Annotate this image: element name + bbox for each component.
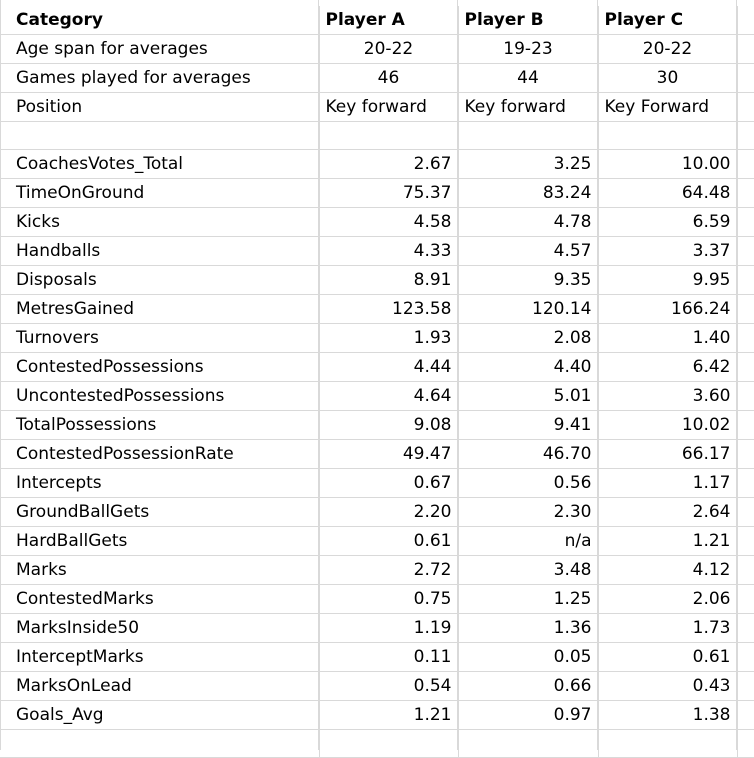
cell-row-label[interactable]: HardBallGets <box>0 527 319 556</box>
header-row <box>0 6 754 35</box>
cell-empty[interactable] <box>737 614 754 643</box>
stat-row <box>0 382 754 411</box>
empty-row <box>0 730 754 758</box>
cell-player-a-value[interactable]: 0.54 <box>319 672 458 701</box>
cell-empty[interactable] <box>319 730 458 758</box>
cell-player-b-value[interactable]: 19-23 <box>458 35 598 64</box>
cell-row-label[interactable]: Handballs <box>0 237 319 266</box>
cell-player-c-value[interactable]: 1.38 <box>598 701 737 730</box>
cell-player-c-value[interactable]: 4.12 <box>598 556 737 585</box>
cell-player-b-value[interactable]: 3.48 <box>458 556 598 585</box>
cell-empty[interactable] <box>737 237 754 266</box>
cell-player-c-value[interactable]: 1.17 <box>598 469 737 498</box>
stat-row <box>0 411 754 440</box>
cell-player-c-value[interactable]: 2.06 <box>598 585 737 614</box>
cell-player-b-value[interactable]: 4.40 <box>458 353 598 382</box>
cell-empty[interactable] <box>0 122 319 150</box>
cell-empty[interactable] <box>319 122 458 150</box>
cell-player-c-value[interactable]: 66.17 <box>598 440 737 469</box>
cell-player-c-header[interactable]: Player C <box>598 6 737 35</box>
meta-row <box>0 93 754 122</box>
cell-empty[interactable] <box>737 701 754 730</box>
cell-empty[interactable] <box>737 122 754 150</box>
cell-row-label[interactable]: TimeOnGround <box>0 179 319 208</box>
cell-player-c-value[interactable]: Key Forward <box>598 93 737 122</box>
cell-empty[interactable] <box>737 353 754 382</box>
cell-player-b-value[interactable]: Key forward <box>458 93 598 122</box>
stat-row <box>0 208 754 237</box>
cell-empty[interactable] <box>737 208 754 237</box>
cell-empty[interactable] <box>737 411 754 440</box>
cell-player-b-value[interactable]: 9.35 <box>458 266 598 295</box>
stat-row <box>0 585 754 614</box>
cell-empty[interactable] <box>0 730 319 758</box>
cell-player-b-value[interactable]: 46.70 <box>458 440 598 469</box>
cell-empty[interactable] <box>737 672 754 701</box>
cell-row-label[interactable]: TotalPossessions <box>0 411 319 440</box>
cell-player-b-value[interactable]: 120.14 <box>458 295 598 324</box>
cell-empty[interactable] <box>737 150 754 179</box>
stats-table-body <box>0 6 754 758</box>
cell-player-b-header[interactable]: Player B <box>458 6 598 35</box>
cell-row-label[interactable]: Turnovers <box>0 324 319 353</box>
cell-player-c-value[interactable]: 3.60 <box>598 382 737 411</box>
cell-row-label[interactable]: ContestedPossessions <box>0 353 319 382</box>
cell-player-a-value[interactable]: 0.61 <box>319 527 458 556</box>
cell-row-label[interactable]: MarksInside50 <box>0 614 319 643</box>
cell-player-b-value[interactable]: 83.24 <box>458 179 598 208</box>
stat-row <box>0 324 754 353</box>
cell-player-c-value[interactable]: 30 <box>598 64 737 93</box>
cell-player-c-value[interactable]: 20-22 <box>598 35 737 64</box>
cell-empty[interactable] <box>737 266 754 295</box>
cell-player-b-value[interactable]: n/a <box>458 527 598 556</box>
cell-player-b-value[interactable]: 0.05 <box>458 643 598 672</box>
cell-player-b-value[interactable]: 4.57 <box>458 237 598 266</box>
cell-row-label[interactable]: MarksOnLead <box>0 672 319 701</box>
cell-empty[interactable] <box>598 122 737 150</box>
cell-player-c-value[interactable]: 1.21 <box>598 527 737 556</box>
cell-player-a-value[interactable]: 49.47 <box>319 440 458 469</box>
cell-empty[interactable] <box>737 382 754 411</box>
cell-player-c-value[interactable]: 166.24 <box>598 295 737 324</box>
cell-empty[interactable] <box>458 730 598 758</box>
cell-row-label[interactable]: Intercepts <box>0 469 319 498</box>
cell-empty[interactable] <box>737 64 754 93</box>
cell-player-c-value[interactable]: 1.73 <box>598 614 737 643</box>
cell-empty[interactable] <box>737 324 754 353</box>
cell-empty[interactable] <box>737 730 754 758</box>
cell-player-b-value[interactable]: 5.01 <box>458 382 598 411</box>
cell-player-b-value[interactable]: 2.30 <box>458 498 598 527</box>
cell-empty[interactable] <box>737 93 754 122</box>
cell-player-c-value[interactable]: 3.37 <box>598 237 737 266</box>
cell-empty[interactable] <box>737 469 754 498</box>
cell-player-b-value[interactable]: 2.08 <box>458 324 598 353</box>
cell-row-label[interactable]: Marks <box>0 556 319 585</box>
cell-empty[interactable] <box>737 643 754 672</box>
stat-row <box>0 295 754 324</box>
cell-player-c-value[interactable]: 1.40 <box>598 324 737 353</box>
stat-row <box>0 179 754 208</box>
cell-empty[interactable] <box>737 179 754 208</box>
cell-player-a-value[interactable]: 75.37 <box>319 179 458 208</box>
cell-player-c-value[interactable]: 9.95 <box>598 266 737 295</box>
cell-empty[interactable] <box>737 440 754 469</box>
cell-player-c-value[interactable]: 0.61 <box>598 643 737 672</box>
stat-row <box>0 614 754 643</box>
cell-player-a-value[interactable]: 1.93 <box>319 324 458 353</box>
cell-player-a-value[interactable]: 123.58 <box>319 295 458 324</box>
cell-player-a-value[interactable]: 46 <box>319 64 458 93</box>
cell-player-a-value[interactable]: 4.33 <box>319 237 458 266</box>
stats-table <box>0 6 754 758</box>
stat-row <box>0 498 754 527</box>
cell-player-a-value[interactable]: 2.67 <box>319 150 458 179</box>
cell-player-b-value[interactable]: 0.66 <box>458 672 598 701</box>
stat-row <box>0 643 754 672</box>
cell-player-b-value[interactable]: 4.78 <box>458 208 598 237</box>
cell-row-label[interactable]: CoachesVotes_Total <box>0 150 319 179</box>
cell-player-a-value[interactable]: 1.21 <box>319 701 458 730</box>
cell-player-a-value[interactable]: 2.20 <box>319 498 458 527</box>
cell-row-label[interactable]: Position <box>0 93 319 122</box>
cell-player-c-value[interactable]: 10.02 <box>598 411 737 440</box>
cell-player-a-value[interactable]: 8.91 <box>319 266 458 295</box>
stat-row <box>0 527 754 556</box>
cell-player-a-value[interactable]: 0.11 <box>319 643 458 672</box>
cell-player-a-value[interactable]: 9.08 <box>319 411 458 440</box>
cell-player-b-value[interactable]: 1.25 <box>458 585 598 614</box>
stat-row <box>0 469 754 498</box>
cell-player-c-value[interactable]: 6.59 <box>598 208 737 237</box>
cell-player-a-header[interactable]: Player A <box>319 6 458 35</box>
cell-row-label[interactable]: Goals_Avg <box>0 701 319 730</box>
cell-player-c-value[interactable]: 6.42 <box>598 353 737 382</box>
cell-empty[interactable] <box>737 585 754 614</box>
cell-player-b-value[interactable]: 0.97 <box>458 701 598 730</box>
cell-player-c-value[interactable]: 10.00 <box>598 150 737 179</box>
stat-row <box>0 556 754 585</box>
cell-row-label[interactable]: InterceptMarks <box>0 643 319 672</box>
cell-row-label[interactable]: Disposals <box>0 266 319 295</box>
cell-row-label[interactable]: MetresGained <box>0 295 319 324</box>
cell-empty[interactable] <box>598 730 737 758</box>
cell-player-b-value[interactable]: 44 <box>458 64 598 93</box>
stat-row <box>0 672 754 701</box>
cell-player-c-value[interactable]: 0.43 <box>598 672 737 701</box>
cell-player-b-value[interactable]: 9.41 <box>458 411 598 440</box>
cell-row-label[interactable]: Age span for averages <box>0 35 319 64</box>
cell-player-a-value[interactable]: 0.75 <box>319 585 458 614</box>
cell-category-header[interactable]: Category <box>0 6 319 35</box>
cell-row-label[interactable]: Kicks <box>0 208 319 237</box>
cell-player-a-value[interactable]: 0.67 <box>319 469 458 498</box>
cell-empty[interactable] <box>737 527 754 556</box>
empty-row <box>0 122 754 150</box>
stat-row <box>0 440 754 469</box>
cell-player-b-value[interactable]: 1.36 <box>458 614 598 643</box>
cell-player-a-value[interactable]: 1.19 <box>319 614 458 643</box>
stat-row <box>0 353 754 382</box>
cell-player-c-value[interactable]: 2.64 <box>598 498 737 527</box>
cell-empty[interactable] <box>737 295 754 324</box>
cell-empty[interactable] <box>737 498 754 527</box>
cell-empty[interactable] <box>737 6 754 35</box>
cell-row-label[interactable]: Games played for averages <box>0 64 319 93</box>
stat-row <box>0 237 754 266</box>
cell-empty[interactable] <box>737 35 754 64</box>
cell-player-a-value[interactable]: Key forward <box>319 93 458 122</box>
meta-row <box>0 35 754 64</box>
stat-row <box>0 266 754 295</box>
cell-player-a-value[interactable]: 20-22 <box>319 35 458 64</box>
cell-player-a-value[interactable]: 4.58 <box>319 208 458 237</box>
cell-player-a-value[interactable]: 4.64 <box>319 382 458 411</box>
cell-player-a-value[interactable]: 4.44 <box>319 353 458 382</box>
cell-row-label[interactable]: UncontestedPossessions <box>0 382 319 411</box>
meta-row <box>0 64 754 93</box>
cell-row-label[interactable]: GroundBallGets <box>0 498 319 527</box>
cell-empty[interactable] <box>458 122 598 150</box>
stat-row <box>0 150 754 179</box>
cell-player-b-value[interactable]: 0.56 <box>458 469 598 498</box>
cell-player-b-value[interactable]: 3.25 <box>458 150 598 179</box>
cell-player-a-value[interactable]: 2.72 <box>319 556 458 585</box>
cell-row-label[interactable]: ContestedPossessionRate <box>0 440 319 469</box>
cell-row-label[interactable]: ContestedMarks <box>0 585 319 614</box>
cell-empty[interactable] <box>737 556 754 585</box>
stat-row <box>0 701 754 730</box>
cell-player-c-value[interactable]: 64.48 <box>598 179 737 208</box>
